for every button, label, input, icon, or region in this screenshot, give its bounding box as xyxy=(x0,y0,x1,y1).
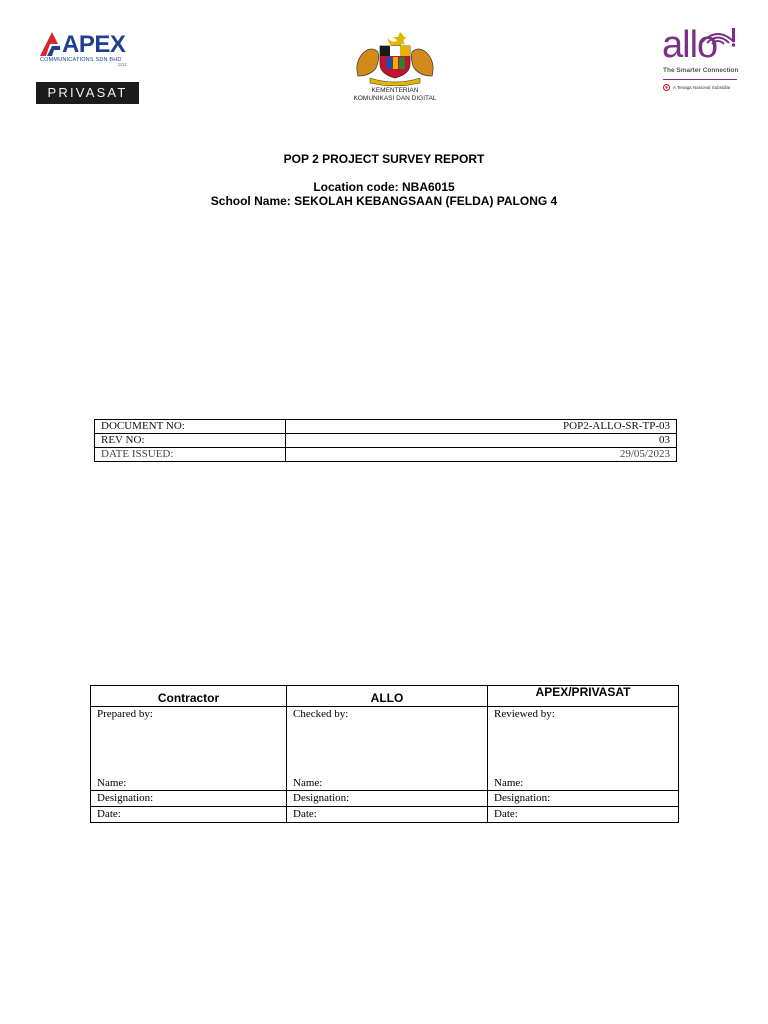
table-header-row xyxy=(91,686,679,707)
apex-logo-text: APEX xyxy=(62,31,126,58)
ministry-name-line2: KOMUNIKASI DAN DIGITAL xyxy=(353,95,437,102)
name-label: Name: xyxy=(494,777,524,789)
report-title: POP 2 PROJECT SURVEY REPORT xyxy=(283,152,485,166)
name-label: Name: xyxy=(293,777,323,789)
date-label: Date: xyxy=(287,807,488,823)
table-row xyxy=(91,791,679,807)
document-no-label: DOCUMENT NO: xyxy=(95,420,286,434)
allo-divider xyxy=(663,79,737,80)
apex-logo-small: ΣΣΣΣ xyxy=(118,63,127,67)
document-info-table xyxy=(94,419,677,462)
date-issued-label: DATE ISSUED: xyxy=(95,448,286,462)
school-name: School Name: SEKOLAH KEBANGSAAN (FELDA) PALONG 4 xyxy=(210,194,558,208)
table-row xyxy=(95,448,677,462)
header-contractor: Contractor xyxy=(91,686,287,707)
prepared-by-label: Prepared by: xyxy=(97,708,153,720)
apex-logo-subtitle: COMMUNICATIONS SDN BHD xyxy=(40,57,122,63)
tnb-logo-icon xyxy=(663,84,670,91)
designation-label: Designation: xyxy=(287,791,488,807)
date-label: Date: xyxy=(488,807,679,823)
signature-table xyxy=(90,685,679,823)
rev-no-value: 03 xyxy=(286,434,677,448)
header-apex-privasat: APEX/PRIVASAT xyxy=(488,686,679,707)
reviewed-by-cell xyxy=(488,707,679,791)
designation-label: Designation: xyxy=(91,791,287,807)
allo-logo-text: allo xyxy=(662,24,718,66)
wifi-signal-icon xyxy=(698,22,738,48)
prepared-by-cell xyxy=(91,707,287,791)
checked-by-cell xyxy=(287,707,488,791)
date-label: Date: xyxy=(91,807,287,823)
rev-no-label: REV NO: xyxy=(95,434,286,448)
reviewed-by-label: Reviewed by: xyxy=(494,708,555,720)
privasat-logo: PRIVASAT xyxy=(36,82,139,104)
allo-subsidiary-text: A Tenaga Nasional Subsidiar xyxy=(673,85,731,90)
coat-of-arms-icon xyxy=(350,28,440,86)
checked-by-label: Checked by: xyxy=(293,708,349,720)
allo-tagline: The Smarter Connection xyxy=(663,67,739,74)
document-no-value: POP2-ALLO-SR-TP-03 xyxy=(286,420,677,434)
designation-label: Designation: xyxy=(488,791,679,807)
location-code: Location code: NBA6015 xyxy=(313,180,455,194)
table-row xyxy=(91,807,679,823)
name-label: Name: xyxy=(97,777,127,789)
table-row xyxy=(95,420,677,434)
ministry-name-line1: KEMENTERIAN xyxy=(371,87,419,94)
table-row xyxy=(95,434,677,448)
date-issued-value: 29/05/2023 xyxy=(286,448,677,462)
header-allo: ALLO xyxy=(287,686,488,707)
table-row xyxy=(91,707,679,791)
